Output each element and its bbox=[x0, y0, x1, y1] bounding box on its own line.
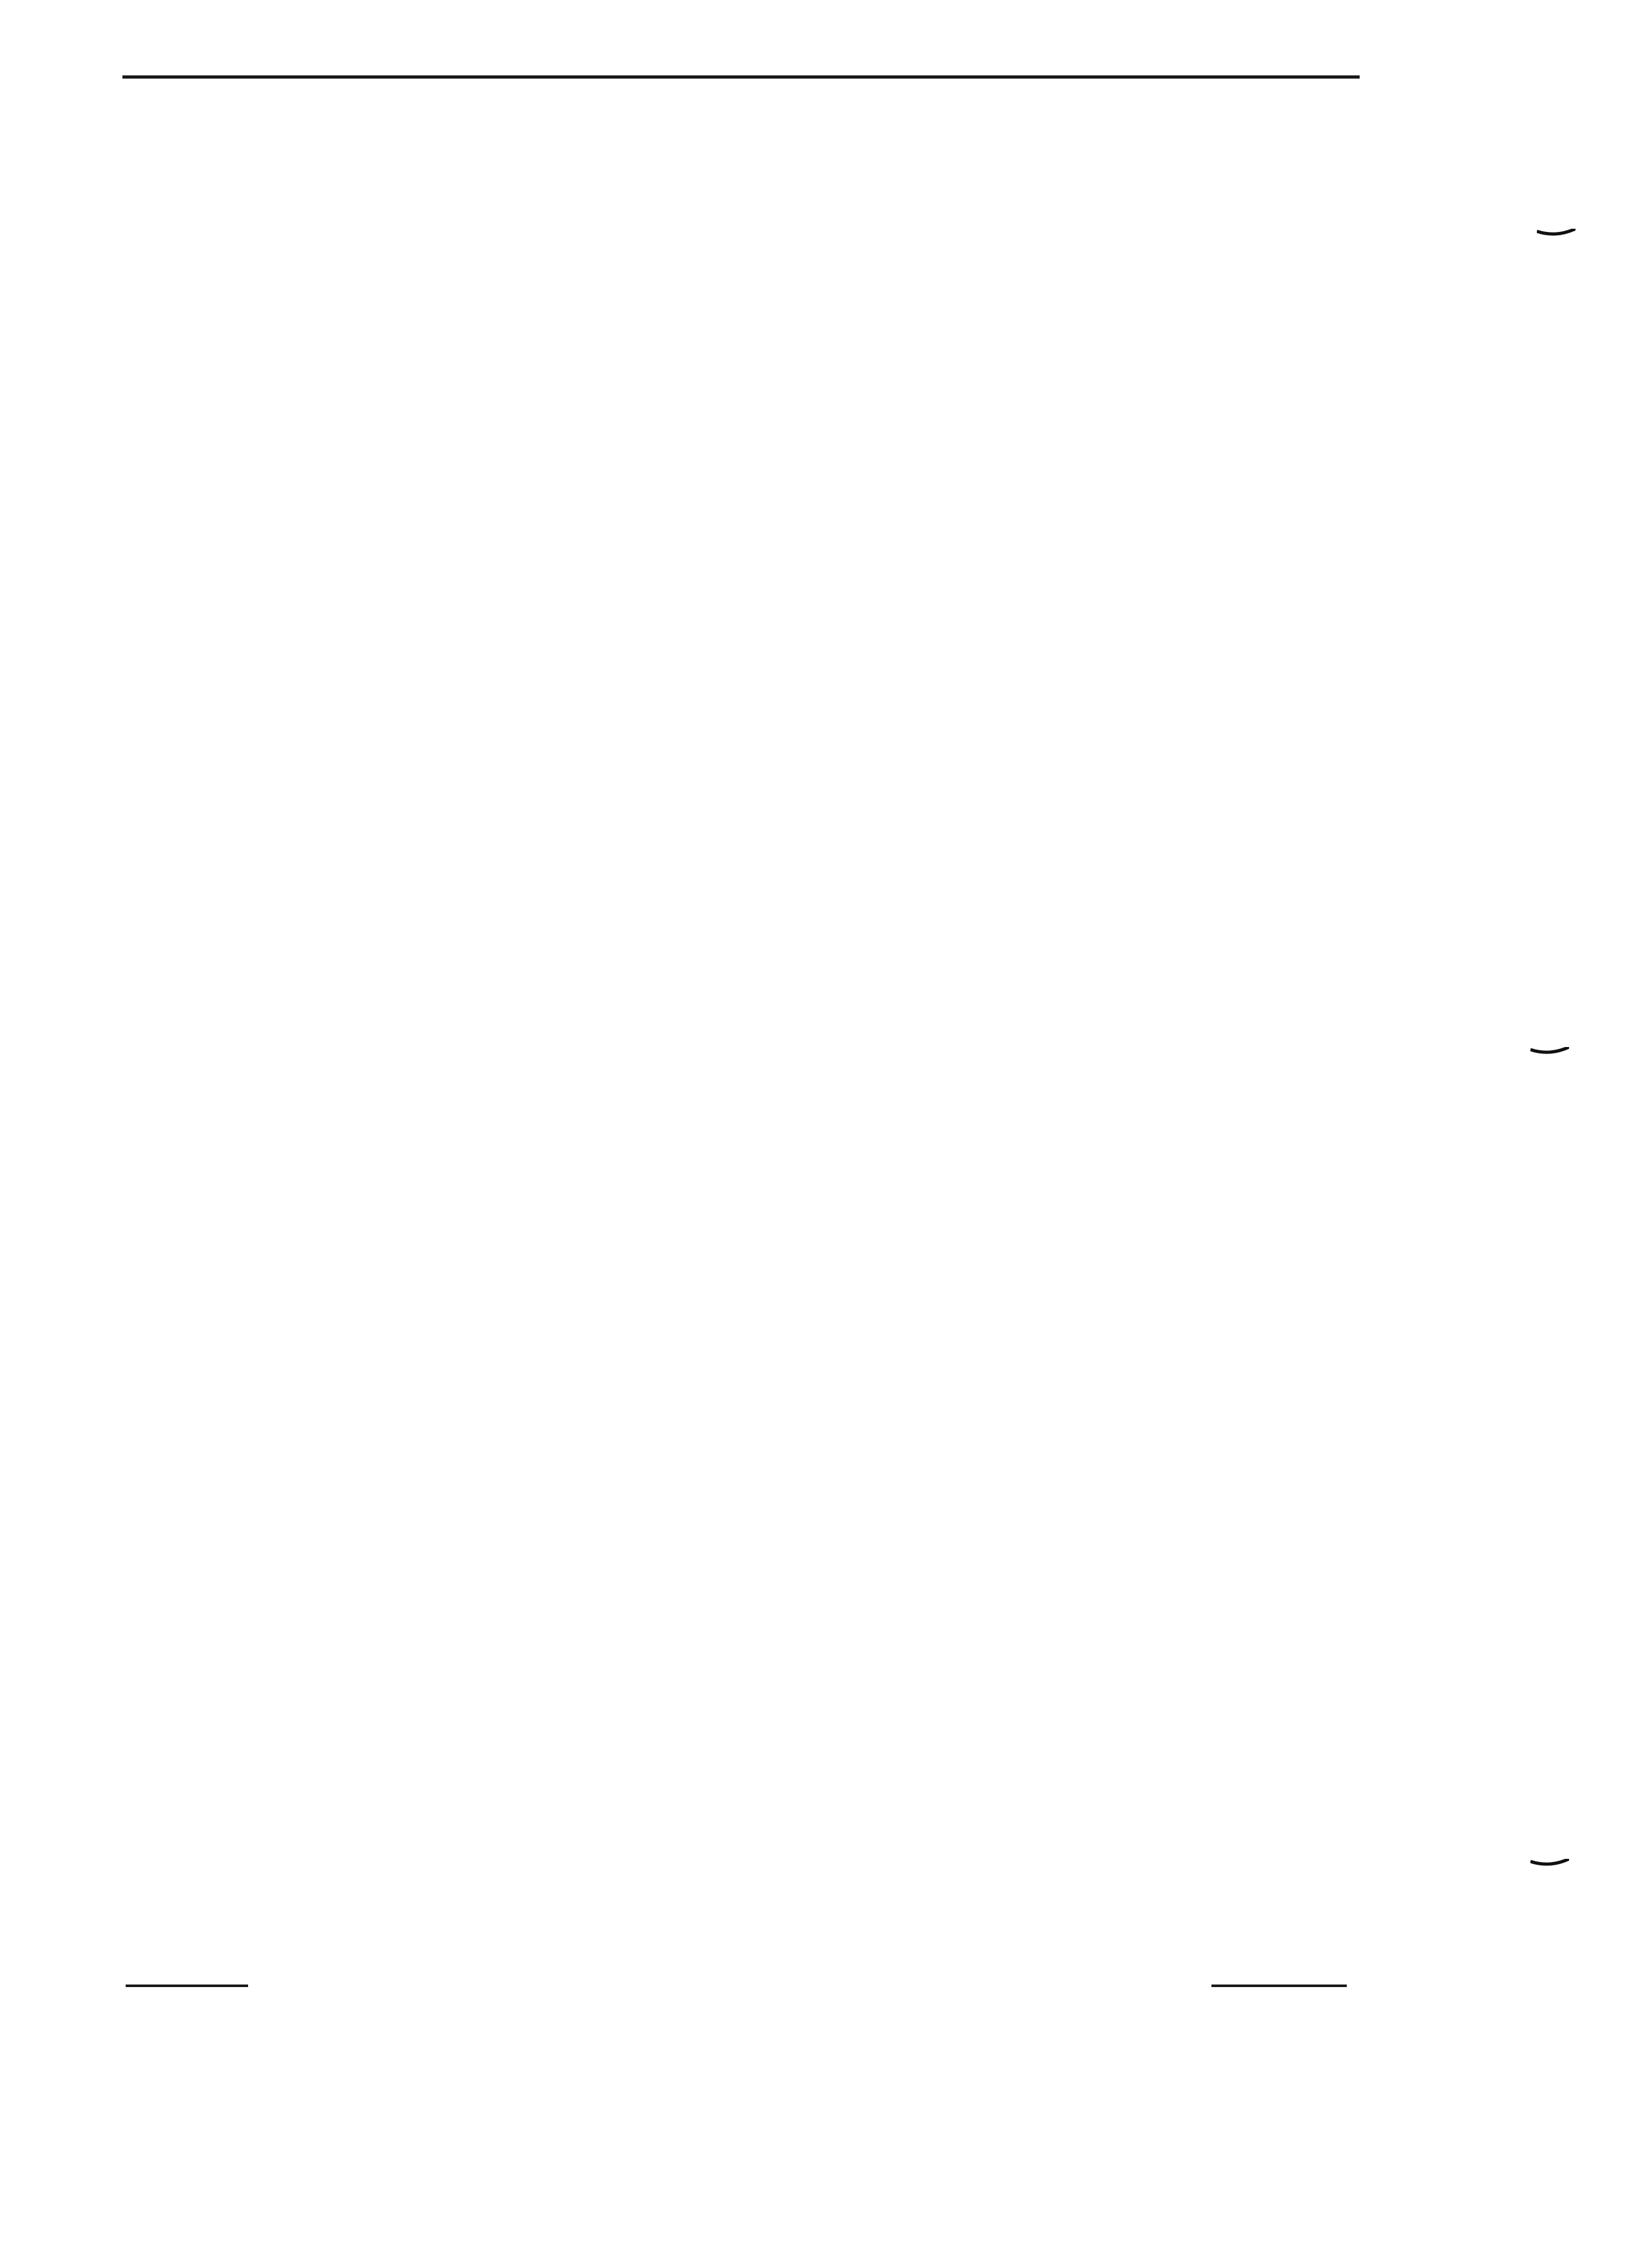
footer-rule-left bbox=[126, 1984, 248, 1987]
punch-mark-middle bbox=[1530, 1047, 1569, 1055]
footer-rule-right bbox=[1211, 1984, 1347, 1987]
punch-mark-top bbox=[1537, 229, 1576, 236]
top-rule bbox=[122, 75, 1360, 79]
punch-mark-bottom bbox=[1530, 1859, 1569, 1867]
